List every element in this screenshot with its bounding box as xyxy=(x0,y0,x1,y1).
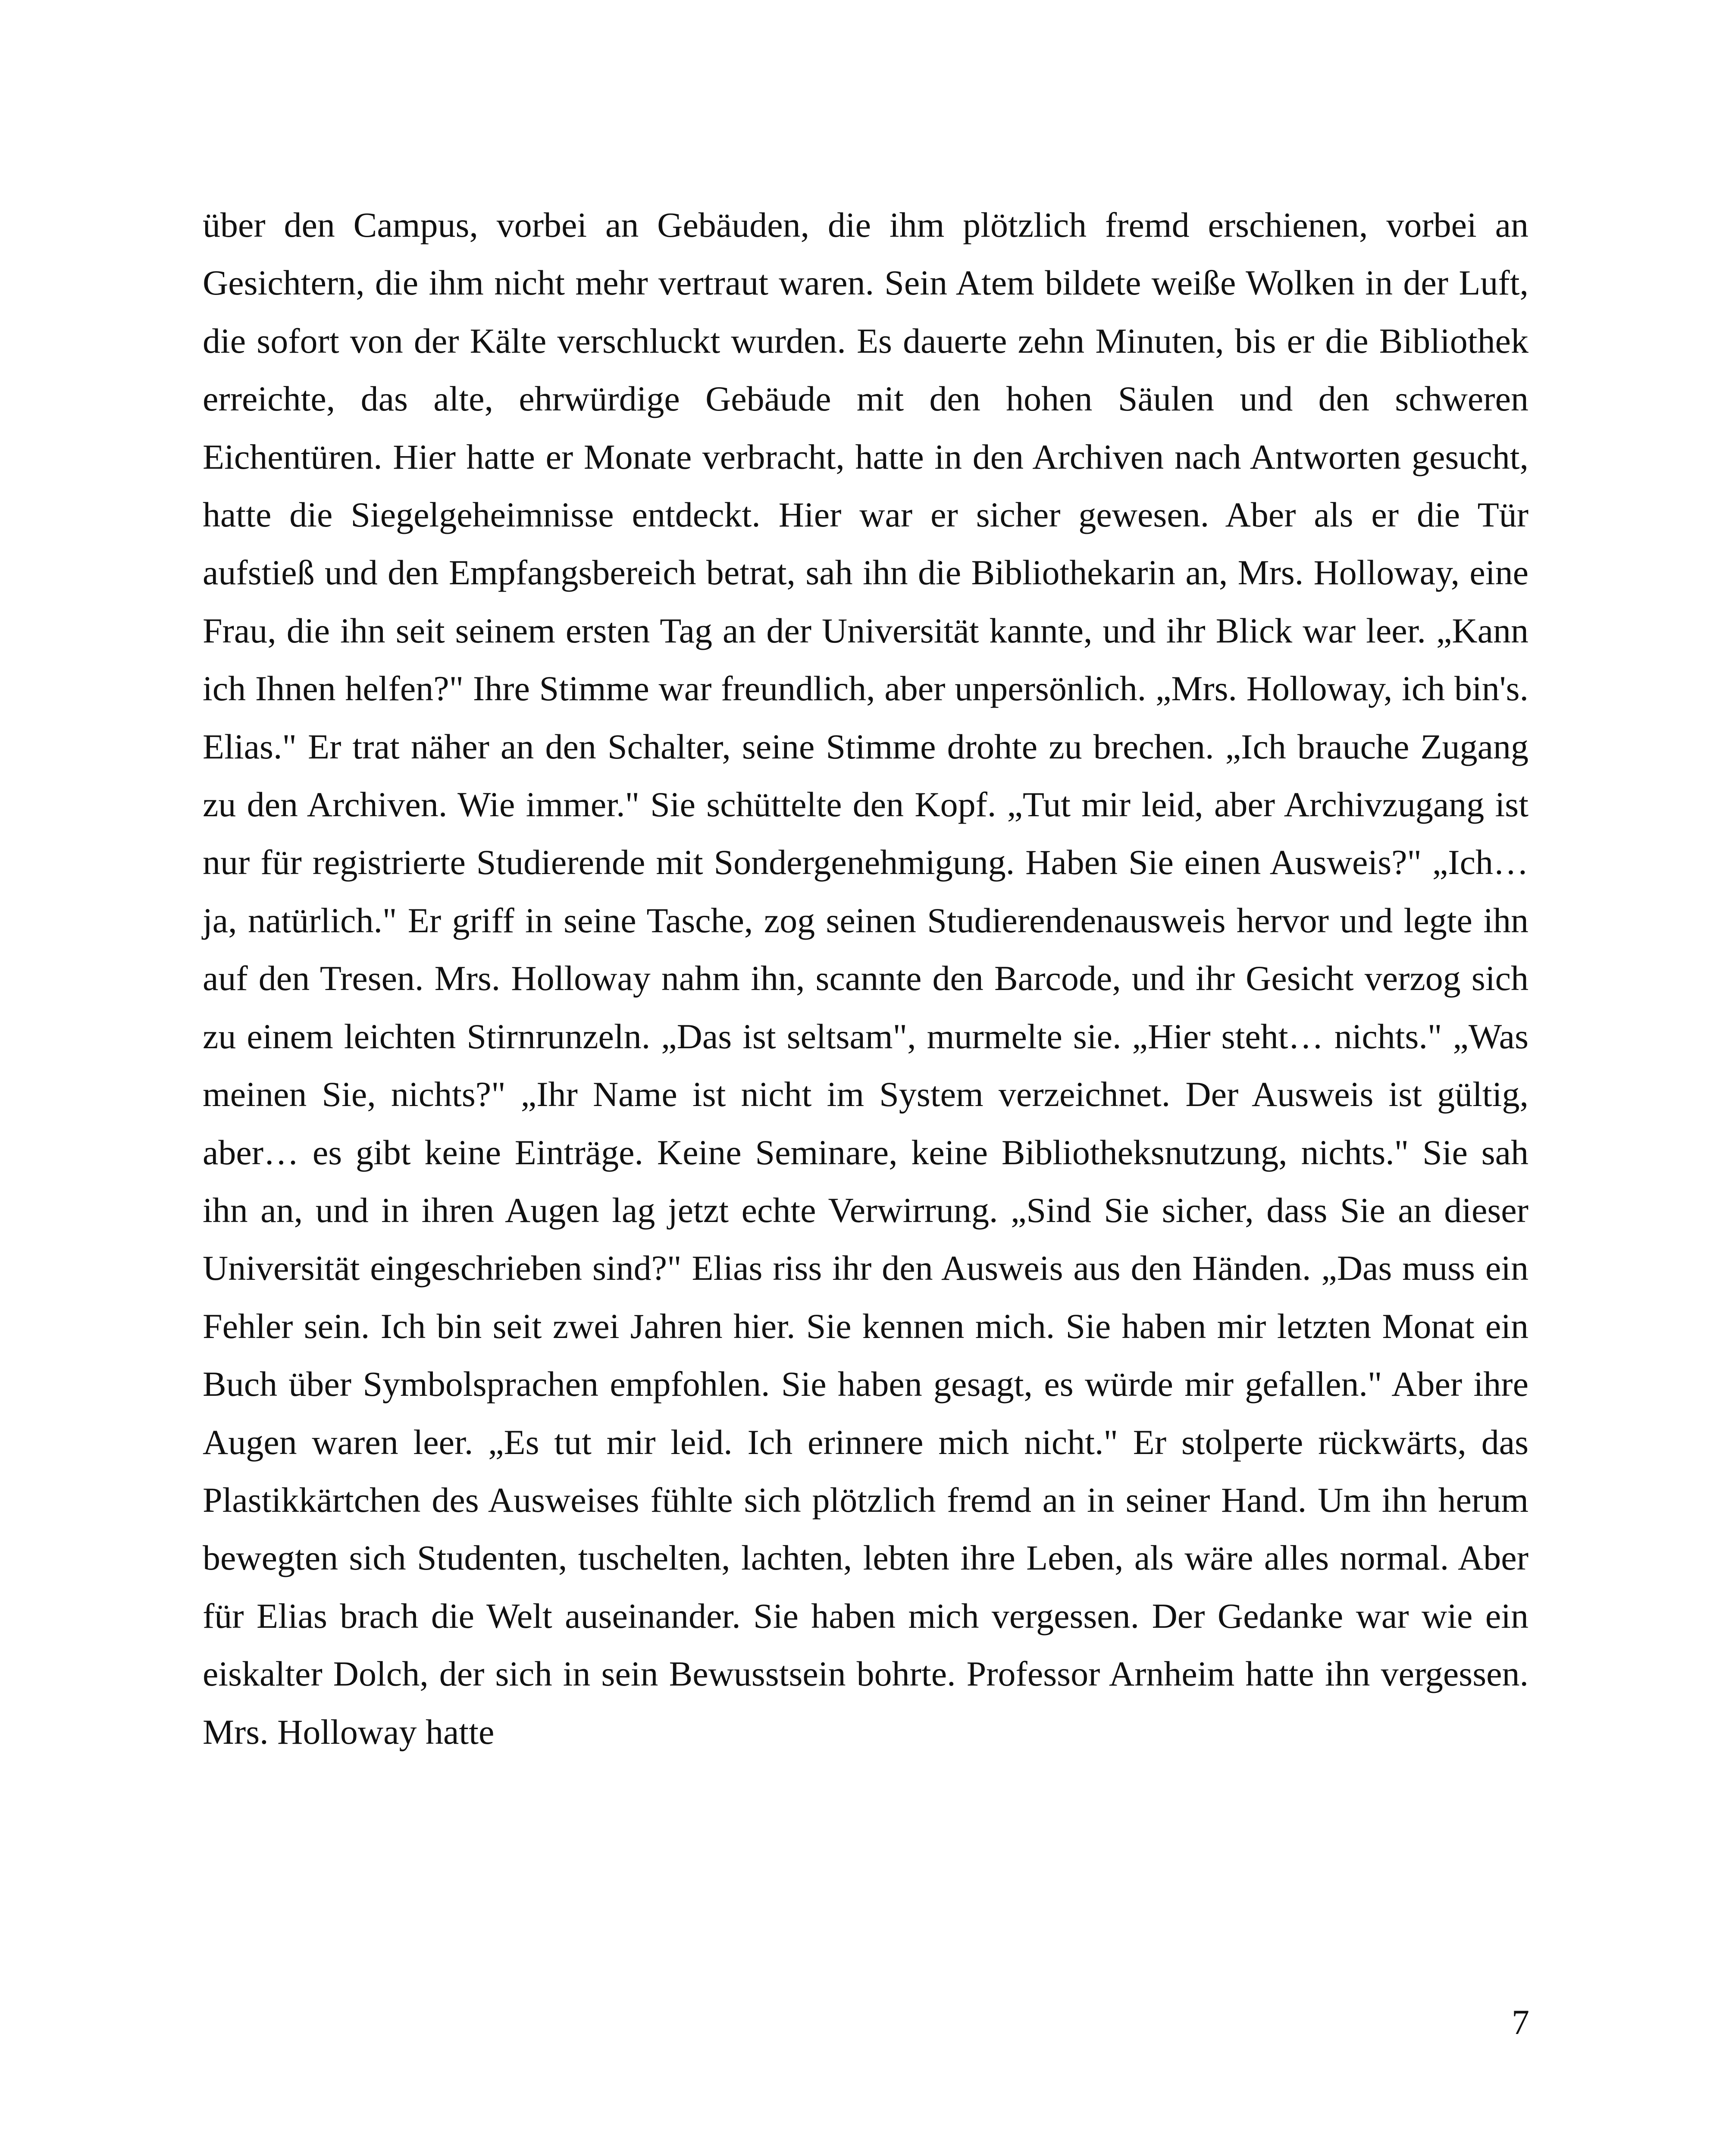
page-number: 7 xyxy=(1512,2002,1529,2042)
body-paragraph: über den Campus, vorbei an Gebäuden, die ihm plötzlich fremd erschienen, vorbei an Gesichtern, die ihm nicht mehr vertraut waren. Sein Atem bildete weiße Wolken in der Luft, die sofort von der Kälte verschluckt wurden. Es dauerte zehn Minuten, bis er die Bibliothek erreichte, das alte, ehrwürdige Gebäude mit den hohen Säulen und den schweren Eichentüren. Hier hatte er Monate verbracht, hatte in den Archiven nach Antworten gesucht, hatte die Siegelgeheimnisse entdeckt. Hier war er sicher gewesen. Aber als er die Tür aufstieß und den Empfangsbereich betrat, sah ihn die Bibliothekarin an, Mrs. Holloway, eine Frau, die ihn seit seinem ersten Tag an der Universität kannte, und ihr Blick war leer. „Kann ich Ihnen helfen?" Ihre Stimme war freundlich, aber unpersönlich. „Mrs. Holloway, ich bin's. Elias." Er trat näher an den Schalter, seine Stimme drohte zu brechen. „Ich brauche Zugang zu den Archiven. Wie immer." Sie schüttelte den Kopf. „Tut mir leid, aber Archivzugang ist nur für registrierte Studierende mit Sondergenehmigung. Haben Sie einen Ausweis?" „Ich… ja, natürlich." Er griff in seine Tasche, zog seinen Studierendenausweis hervor und legte ihn auf den Tresen. Mrs. Holloway nahm ihn, scannte den Barcode, und ihr Gesicht verzog sich zu einem leichten Stirnrunzeln. „Das ist seltsam", murmelte sie. „Hier steht… nichts." „Was meinen Sie, nichts?" „Ihr Name ist nicht im System verzeichnet. Der Ausweis ist gültig, aber… es gibt keine Einträge. Keine Seminare, keine Bibliotheksnutzung, nichts." Sie sah ihn an, und in ihren Augen lag jetzt echte Verwirrung. „Sind Sie sicher, dass Sie an dieser Universität eingeschrieben sind?" Elias riss ihr den Ausweis aus den Händen. „Das muss ein Fehler sein. Ich bin seit zwei Jahren hier. Sie kennen mich. Sie haben mir letzten Monat ein Buch über Symbolsprachen empfohlen. Sie haben gesagt, es würde mir gefallen." Aber ihre Augen waren leer. „Es tut mir leid. Ich erinnere mich nicht." Er stolperte rückwärts, das Plastikkärtchen des Ausweises fühlte sich plötzlich fremd an in seiner Hand. Um ihn herum bewegten sich Studenten, tuschelten, lachten, lebten ihre Leben, als wäre alles normal. Aber für Elias brach die Welt auseinander. Sie haben mich vergessen. Der Gedanke war wie ein eiskalter Dolch, der sich in sein Bewusstsein bohrte. Professor Arnheim hatte ihn vergessen. Mrs. Holloway hatte xyxy=(203,205,1528,1752)
